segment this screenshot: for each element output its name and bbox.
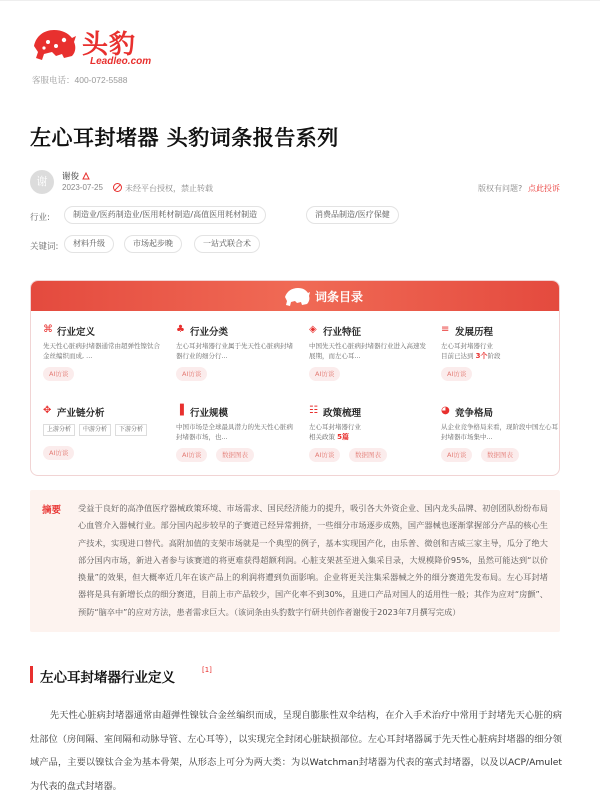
- logo-domain: Leadleo.com: [90, 56, 152, 67]
- policy-icon: ☷: [309, 405, 318, 416]
- data-chart-button[interactable]: 数据图表: [481, 448, 519, 462]
- ai-interview-button[interactable]: AI访谈: [309, 448, 340, 462]
- no-repost-icon: [113, 183, 122, 192]
- catalog-card-title: 政策梳理: [323, 408, 362, 419]
- ai-interview-button[interactable]: AI访谈: [43, 446, 74, 460]
- service-phone: 客服电话：400-072-5588: [32, 75, 128, 85]
- ai-interview-button[interactable]: AI访谈: [309, 367, 340, 381]
- scale-icon: ▐: [176, 405, 184, 416]
- section-title: 左心耳封堵器行业定义: [40, 670, 175, 686]
- desc-mid: 目前已达到: [441, 352, 476, 360]
- avatar[interactable]: 谢: [30, 170, 54, 194]
- stage-count: 3个: [475, 352, 488, 360]
- industry-tag[interactable]: 消费品制造/医疗保健: [306, 206, 399, 224]
- data-chart-button[interactable]: 数据图表: [349, 448, 387, 462]
- catalog-panel: [30, 280, 560, 476]
- author-name[interactable]: 谢俊: [62, 172, 80, 182]
- desc-suffix: 阶段: [487, 352, 501, 360]
- catalog-card-title: 发展历程: [455, 327, 494, 338]
- leadleo-logo[interactable]: [30, 22, 150, 70]
- catalog-card-title: 产业链分析: [57, 408, 105, 419]
- leopard-logo-icon: [30, 24, 78, 64]
- catalog-card-desc: 中国先天性心脏病封堵器行业进入高速发展期，而左心耳...: [309, 342, 426, 360]
- catalog-card-title: 行业特征: [323, 327, 362, 338]
- keyword-label: 关键词:: [30, 242, 59, 252]
- chain-tag[interactable]: 下游分析: [115, 424, 147, 436]
- abstract-text: 受益于良好的高净值医疗器械政策环境、市场需求、国民经济能力的提升，吸引各大外资企业、国内龙头品牌、初创团队纷纷布局心血管介入器械行业。部分国内起步较早的子赛道已经异常拥挤，一些细分市场逐步成熟，国产器械也逐渐掌握部分产品的核心生产技术，实现进口替代。高附加值的支架市场就是一个典型的例子，基本实现国产化，由乐普、微创和吉威三家主导，瓜分了绝大部分国内市场，新进入者参与该赛道的将更难获得超额利润。心脏支架甚至进入集采目录，大规模降价95%，虽然可能达到“以价换量”的效果，但大概率近几年在该产品上的利润将遭到负面影响。企业将更关注集采器械之外的细分赛道先发布局。左心耳封堵器将是具有新增长点的细分赛道，目前上市产品较少，国产化率不到30%，且进口产品对国人的适用性一般；其作为应对“房颤”、预防“脑卒中”的应对方法，患者需求巨大。（该词条由头豹数字行研共创作者谢俊于2023年7月撰写完成）: [78, 503, 548, 617]
- catalog-card-desc: [309, 422, 429, 442]
- catalog-card-title: 竞争格局: [455, 408, 494, 419]
- competition-icon: ◕: [441, 405, 450, 416]
- desc-mid: 相关政策: [309, 433, 338, 441]
- catalog-card-desc: 先天性心脏病封堵器通常由超弹性镍钛合金丝编织而成, ...: [43, 342, 160, 360]
- desc-prefix: 左心耳封堵器行业: [309, 423, 361, 431]
- publish-date: 2023-07-25: [62, 183, 103, 192]
- chain-tag[interactable]: 中游分析: [79, 424, 111, 436]
- ai-interview-button[interactable]: AI访谈: [43, 367, 74, 381]
- history-icon: ≡: [441, 324, 450, 335]
- catalog-card-title: 行业定义: [57, 327, 96, 338]
- desc-prefix: 左心耳封堵器行业: [441, 342, 493, 350]
- keyword-tag[interactable]: 市场起步晚: [124, 235, 182, 253]
- keyword-tag[interactable]: 一站式联合术: [194, 235, 260, 253]
- catalog-card-title: 行业分类: [190, 327, 229, 338]
- catalog-card-title: 行业规模: [190, 408, 229, 419]
- industry-tag[interactable]: 制造业/医药制造业/医用耗材制造/高值医用耗材制造: [64, 206, 266, 224]
- copyright-note: 未经平台授权，禁止转载: [125, 184, 213, 193]
- abstract-label: 摘要: [42, 505, 62, 516]
- industry-label: 行业:: [30, 213, 50, 223]
- ai-interview-button[interactable]: AI访谈: [441, 367, 472, 381]
- chain-icon: ✥: [43, 405, 52, 416]
- chain-tag[interactable]: 上游分析: [43, 424, 75, 436]
- catalog-card-desc: [441, 341, 560, 361]
- report-question: 版权有问题?: [478, 184, 523, 193]
- keyword-tag[interactable]: 材料升级: [64, 235, 114, 253]
- definition-icon: ⌘: [43, 324, 53, 335]
- classification-icon: ♣: [176, 324, 185, 335]
- ai-interview-button[interactable]: AI访谈: [176, 367, 207, 381]
- catalog-card-desc: 左心耳封堵器行业属于先天性心脏病封堵器行业的细分行...: [176, 342, 293, 360]
- top-divider: [0, 0, 600, 1]
- catalog-card-desc: 从企业竞争格局来看，现阶段中国左心耳封堵器市场集中...: [441, 423, 558, 441]
- reference-link[interactable]: [1]: [202, 666, 212, 674]
- catalog-card-desc: 中国市场是全球最具潜力的先天性心脏病封堵器市场，也...: [176, 423, 293, 441]
- feature-icon: ◈: [309, 324, 317, 335]
- catalog-header: [31, 281, 560, 311]
- ai-interview-button[interactable]: AI访谈: [441, 448, 472, 462]
- policy-count: 5篇: [337, 433, 349, 441]
- section-accent-bar: [30, 666, 33, 683]
- page-title: 左心耳封堵器 头豹词条报告系列: [30, 126, 339, 150]
- report-link[interactable]: 点此投诉: [528, 184, 560, 193]
- abstract-box: [30, 490, 560, 632]
- ai-interview-button[interactable]: AI访谈: [176, 448, 207, 462]
- section-body: 先天性心脏病封堵器通常由超弹性镍钛合金丝编织而成，呈现自膨胀性双伞结构，在介入手术治疗中常用于封堵先天心脏的病灶部位（房间隔、室间隔和动脉导管、左心耳等），以实现完全封闭心脏缺损部位。左心耳封堵器属于先天性心脏病封堵器的细分领域产品，主要以镍钛合金为基本骨架，从形态上可分为两大类：为以Watchman封堵器为代表的塞式封堵器，以及以ACP/Amulet为代表的盘式封堵器。: [30, 710, 562, 792]
- catalog-title: 词条目录: [315, 290, 364, 304]
- leopard-icon: [283, 285, 311, 307]
- data-chart-button[interactable]: 数据图表: [216, 448, 254, 462]
- logo-text: 头豹: [82, 30, 137, 60]
- author-verified-icon: [82, 172, 90, 180]
